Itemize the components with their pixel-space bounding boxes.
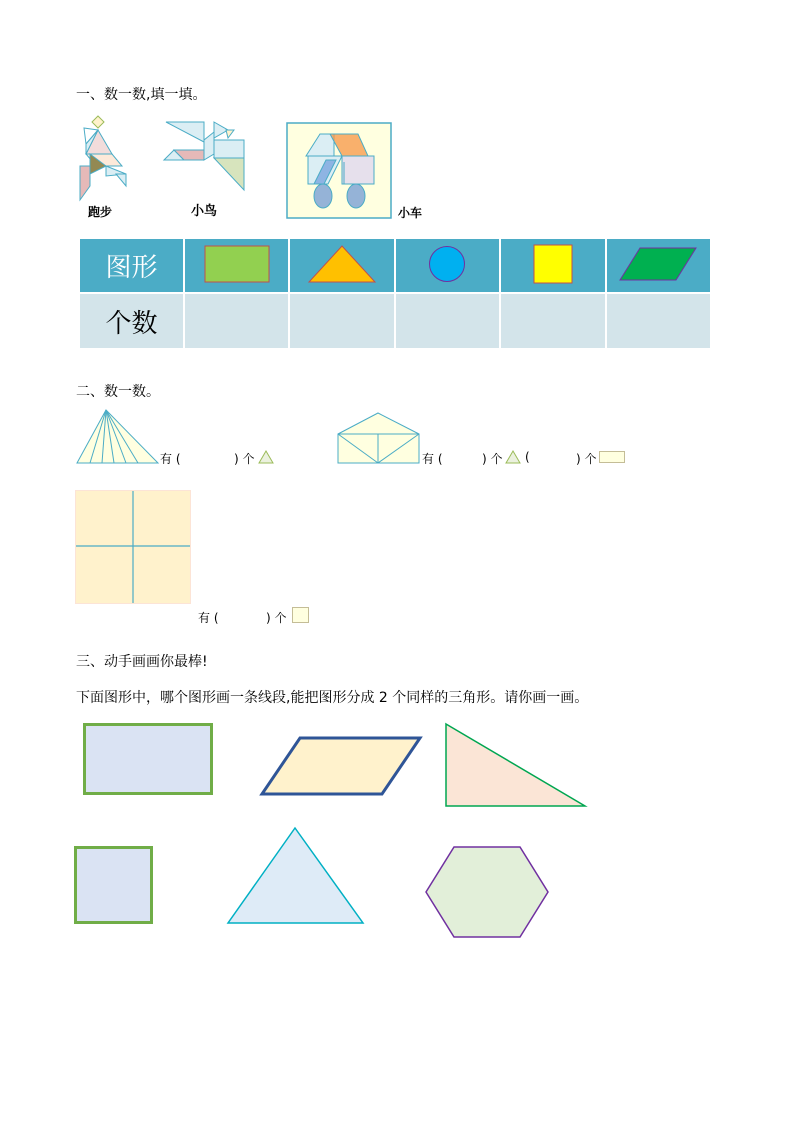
triangle-icon	[258, 450, 274, 464]
triangle-icon	[307, 244, 377, 284]
count-answer-rectangle[interactable]	[184, 293, 289, 349]
triangle-shape[interactable]	[227, 827, 365, 924]
cell-parallelogram	[606, 238, 711, 293]
section2-heading: 二、数一数。	[76, 384, 160, 400]
tangram-running-figure	[76, 114, 132, 204]
row-label-counts: 个数	[79, 293, 184, 349]
count-answer-parallelogram[interactable]	[606, 293, 711, 349]
count-answer-square[interactable]	[500, 293, 605, 349]
right-triangle-shape[interactable]	[445, 723, 587, 807]
q1-answer-blank[interactable]	[186, 446, 234, 464]
fan-triangle-figure	[76, 408, 160, 464]
tangram-bird-figure	[162, 120, 246, 192]
q1-prefix: 有 (	[160, 452, 181, 466]
circle-icon	[428, 245, 466, 283]
rectangle-icon	[599, 451, 625, 463]
square-icon	[292, 607, 309, 623]
parallelogram-shape[interactable]	[260, 736, 422, 796]
triangle-icon	[505, 450, 521, 464]
four-square-figure	[75, 490, 191, 604]
q3-suffix: ) 个	[266, 611, 287, 625]
q2-triangle-answer-blank[interactable]	[448, 446, 480, 464]
q3-prefix: 有 (	[198, 611, 219, 625]
tangram-car-figure	[286, 122, 392, 218]
row-label-shapes: 图形	[79, 238, 184, 293]
square-icon	[533, 244, 573, 284]
section3-instruction: 下面图形中，哪个图形画一条线段,能把图形分成 2 个同样的三角形。请你画一画。	[76, 690, 589, 706]
rectangle-shape[interactable]	[83, 723, 213, 795]
count-answer-triangle[interactable]	[289, 293, 394, 349]
q1-suffix: ) 个	[234, 452, 255, 466]
car-label: 小车	[398, 206, 423, 220]
cell-square	[500, 238, 605, 293]
table-row-shapes	[79, 238, 711, 293]
q2-mid2: (	[525, 450, 530, 464]
hexagon-shape[interactable]	[424, 846, 550, 938]
shape-count-table	[78, 237, 712, 350]
q2-prefix: 有 (	[422, 452, 443, 466]
count-answer-circle[interactable]	[395, 293, 500, 349]
bird-label: 小鸟	[191, 204, 218, 219]
q2-mid: ) 个	[482, 452, 503, 466]
house-figure	[337, 412, 421, 464]
square-shape[interactable]	[74, 846, 154, 924]
q3-answer-blank[interactable]	[224, 605, 264, 623]
q2-suffix: ) 个	[576, 452, 597, 466]
running-label: 跑步	[88, 205, 113, 219]
cell-circle	[395, 238, 500, 293]
section3-heading: 三、动手画画你最棒!	[76, 654, 208, 670]
parallelogram-icon	[618, 246, 698, 282]
section1-heading: 一、数一数,填一填。	[76, 87, 207, 103]
rectangle-icon	[204, 245, 270, 283]
cell-triangle	[289, 238, 394, 293]
q2-rectangle-answer-blank[interactable]	[534, 446, 574, 464]
cell-rectangle	[184, 238, 289, 293]
table-row-counts	[79, 293, 711, 349]
